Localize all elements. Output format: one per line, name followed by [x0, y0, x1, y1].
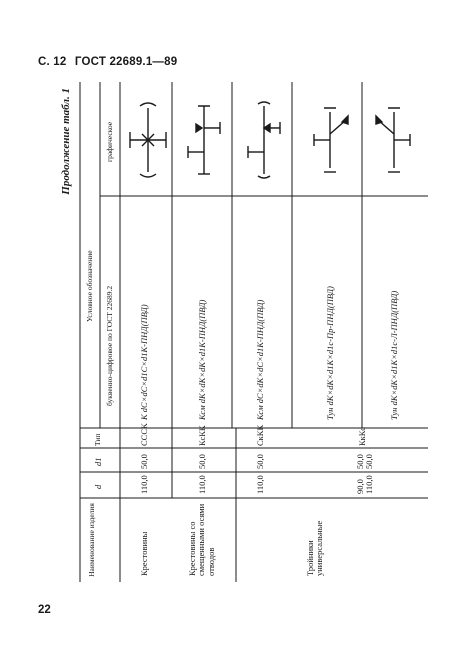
row-5-designation: Тун dK×dK×d1K×d1c-Л-ПНД(ПВД)	[389, 290, 399, 420]
header-name: Наименование изделия	[87, 503, 96, 577]
row-2-name: Крестовины со смещенными осями отводов	[187, 503, 216, 576]
row-4-d: 90,0 110,0	[355, 475, 375, 494]
header-conventional: Условное обозначение	[85, 250, 94, 322]
row-4-name: Тройники универсальные	[305, 520, 325, 576]
row-2-d: 110,0	[197, 475, 207, 494]
header-d1: d1	[93, 457, 103, 466]
offset-cross-symbol-2	[242, 98, 286, 182]
header-d: d	[93, 484, 103, 489]
row-3-d1: 50,0	[255, 454, 265, 469]
header-type: Тип	[93, 433, 102, 446]
row-1-d1: 50,0	[139, 454, 149, 469]
row-1-name: Крестовины	[139, 531, 149, 576]
page-ref: С. 12	[38, 56, 67, 68]
row-1-designation: K dC×dC×d1C×d1K-ПНД(ПВД)	[139, 304, 149, 420]
page-number: 22	[38, 604, 51, 616]
row-4-d1: 50,0 50,0	[355, 454, 375, 469]
header-graphic: графическое	[105, 121, 114, 162]
row-4-designation: Тун dK×dK×d1K×d1c-Пр-ПНД(ПВД)	[325, 286, 335, 420]
row-3-type: СкКК	[255, 424, 265, 446]
row-4-type: КкКс	[357, 426, 367, 446]
row-1-type: СССК	[139, 423, 149, 446]
row-3-designation: Ксм dC×dK×dC×d1K-ПНД(ПВД)	[255, 299, 265, 420]
page-header	[38, 56, 177, 68]
rotated-table	[56, 82, 428, 582]
universal-tee-symbol-1	[308, 98, 352, 182]
table-caption: Продолжение табл. 1	[60, 88, 72, 195]
cross-symbol	[126, 98, 170, 182]
row-1-d: 110,0	[139, 475, 149, 494]
row-2-designation: Ксм dK×dK×dK×d1K-ПНД(ПВД)	[197, 299, 207, 420]
universal-tee-symbol-2	[372, 98, 416, 182]
row-3-d: 110,0	[255, 475, 265, 494]
offset-cross-symbol-1	[182, 98, 226, 182]
row-2-type: КсКК	[197, 425, 207, 446]
standard-number: ГОСТ 22689.1—89	[74, 56, 178, 68]
row-2-d1: 50,0	[197, 454, 207, 469]
header-alphanumeric: буквенно-цифровое по ГОСТ 22689.2	[105, 285, 114, 406]
